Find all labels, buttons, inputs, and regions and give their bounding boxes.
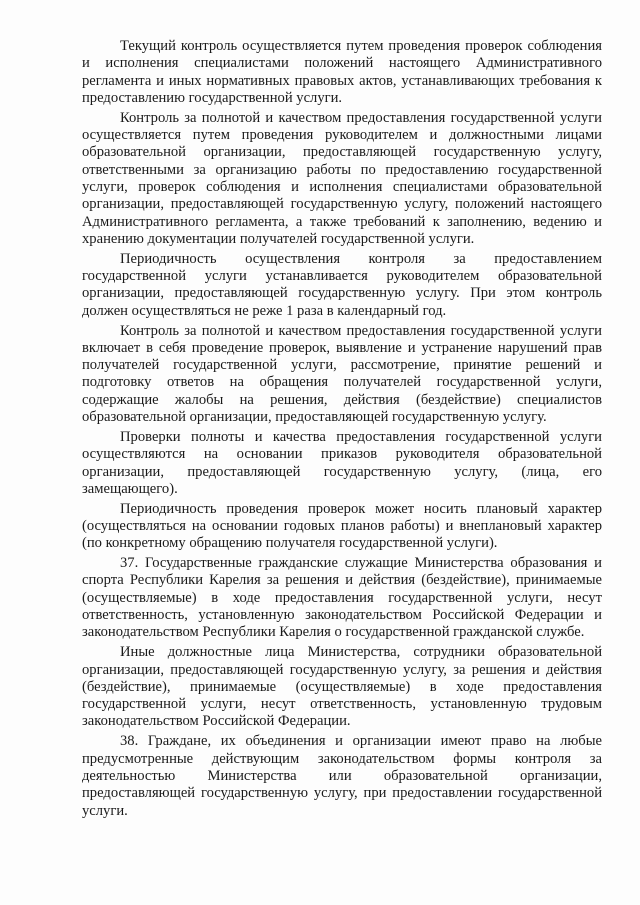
paragraph-quality-control: Контроль за полнотой и качеством предоставления государственной услуги осуществляется путем проведения руководителем и должностными лицами образовательной организации, предоставляющей государственную услугу, ответственными за организацию работы по предоставлению государственной услуги, проверок соблюдения и исполнения специалистами образовательной организации, предоставляющей государственную услугу, положений настоящего Административного регламента, а также требований к заполнению, ведению и хранению документации получателей государственной услуги. [82,109,602,247]
paragraph-current-control: Текущий контроль осуществляется путем проведения проверок соблюдения и исполнения специалистами положений настоящего Административного регламента и иных нормативных правовых актов, устанавливающих требования к предоставлению государственной услуги. [82,38,602,106]
paragraph-inspections-basis: Проверки полноты и качества предоставления государственной услуги осуществляются на основании приказов руководителя образовательной организации, предоставляющей государственную услугу, (лица, его замещающего). [82,428,602,497]
paragraph-37-civil-servants: 37. Государственные гражданские служащие Министерства образования и спорта Республики Карелия за решения и действия (бездействие), принимаемые (осуществляемые) в ходе предоставления государственной услуги, несут ответственность, установленную законодательством Российской Федерации и законодательством Республики Карелия о государственной гражданской службе. [82,555,602,641]
document-body [82,38,602,822]
paragraph-control-periodicity: Периодичность осуществления контроля за предоставлением государственной услуги устанавливается руководителем образовательной организации, предоставляющей государственную услугу. При этом контроль должен осуществляться не реже 1 раза в календарный год. [82,250,602,319]
paragraph-other-officials: Иные должностные лица Министерства, сотрудники образовательной организации, предоставляющей государственную услугу, за решения и действия (бездействие), принимаемые (осуществляемые) в ходе предоставления государственной услуги, несут ответственность, установленную трудовым законодательством Российской Федерации. [82,644,602,730]
paragraph-38-citizens-right: 38. Граждане, их объединения и организации имеют право на любые предусмотренные действующим законодательством формы контроля за деятельностью Министерства или образовательной организации, предоставляющей государственную услугу, при предоставлении государственной услуги. [82,733,602,819]
paragraph-inspection-periodicity: Периодичность проведения проверок может носить плановый характер (осуществляться на основании годовых планов работы) и внеплановый характер (по конкретному обращению получателя государственной услуги). [82,500,602,552]
paragraph-control-scope: Контроль за полнотой и качеством предоставления государственной услуги включает в себя проведение проверок, выявление и устранение нарушений прав получателей государственной услуги, рассмотрение, принятие решений и подготовку ответов на обращения получателей государственной услуги, содержащие жалобы на решения, действия (бездействие) специалистов образовательной организации, предоставляющей государственную услугу. [82,322,602,426]
